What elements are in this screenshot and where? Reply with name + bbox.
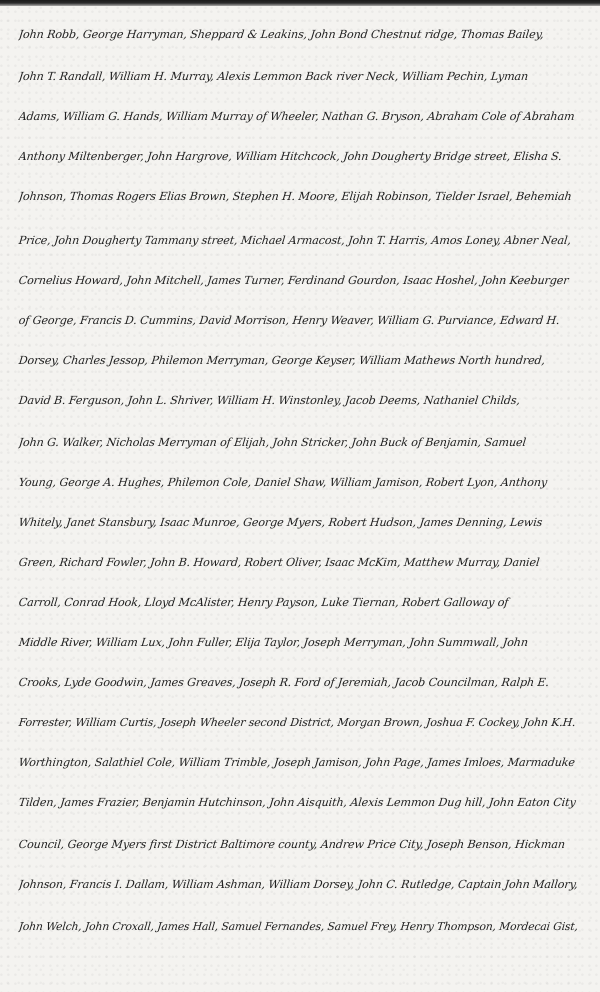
manuscript-line: Young, George A. Hughes, Philemon Cole, Daniel Shaw, William Jamison, Robert Lyon, Anthony (18, 476, 548, 489)
manuscript-line: Cornelius Howard, John Mitchell, James Turner, Ferdinand Gourdon, Isaac Hoshel, John Keeburger (18, 274, 570, 287)
manuscript-line: Green, Richard Fowler, John B. Howard, Robert Oliver, Isaac McKim, Matthew Murray, Daniel (18, 556, 541, 569)
manuscript-line: John Robb, George Harryman, Sheppard & Leakins, John Bond Chestnut ridge, Thomas Bailey, (18, 28, 545, 41)
manuscript-line: Council, George Myers first District Baltimore county, Andrew Price City, Joseph Benson, Hickman (18, 838, 566, 851)
manuscript-line: Johnson, Thomas Rogers Elias Brown, Stephen H. Moore, Elijah Robinson, Tielder Israel, Behemiah (18, 190, 573, 203)
manuscript-line: Anthony Miltenberger, John Hargrove, William Hitchcock, John Dougherty Bridge street, Elisha S. (18, 150, 563, 163)
manuscript-line: Middle River, William Lux, John Fuller, Elija Taylor, Joseph Merryman, John Summwall, John (18, 636, 529, 649)
manuscript-line: Crooks, Lyde Goodwin, James Greaves, Joseph R. Ford of Jeremiah, Jacob Councilman, Ralph E. (18, 676, 550, 689)
manuscript-line: David B. Ferguson, John L. Shriver, William H. Winstonley, Jacob Deems, Nathaniel Childs, (18, 394, 521, 407)
manuscript-line: Price, John Dougherty Tammany street, Michael Armacost, John T. Harris, Amos Loney, Abner Neal, (18, 234, 572, 247)
scan-top-edge (0, 0, 600, 6)
manuscript-line: of George, Francis D. Cummins, David Morrison, Henry Weaver, William G. Purviance, Edward H. (18, 314, 561, 327)
manuscript-line: Dorsey, Charles Jessop, Philemon Merryman, George Keyser, William Mathews North hundred, (18, 354, 546, 367)
manuscript-line: John G. Walker, Nicholas Merryman of Elijah, John Stricker, John Buck of Benjamin, Samuel (18, 436, 527, 449)
manuscript-line: John Welch, John Croxall, James Hall, Samuel Fernandes, Samuel Frey, Henry Thompson, Mordecai Gist, (18, 920, 579, 933)
manuscript-line: Johnson, Francis I. Dallam, William Ashman, William Dorsey, John C. Rutledge, Captain John Mallory, (18, 878, 579, 891)
manuscript-line: John T. Randall, William H. Murray, Alexis Lemmon Back river Neck, William Pechin, Lyman (18, 70, 529, 83)
manuscript-line: Forrester, William Curtis, Joseph Wheeler second District, Morgan Brown, Joshua F. Cockey, John K.H. (18, 716, 577, 729)
manuscript-line: Whitely, Janet Stansbury, Isaac Munroe, George Myers, Robert Hudson, James Denning, Lewis (18, 516, 543, 529)
manuscript-line: Tilden, James Frazier, Benjamin Hutchinson, John Aisquith, Alexis Lemmon Dug hill, John Eaton City (18, 796, 577, 809)
manuscript-line: Carroll, Conrad Hook, Lloyd McAlister, Henry Payson, Luke Tiernan, Robert Galloway of (18, 596, 509, 609)
manuscript-line: Worthington, Salathiel Cole, William Trimble, Joseph Jamison, John Page, James Imloes, Marmaduke (18, 756, 576, 769)
manuscript-line: Adams, William G. Hands, William Murray of Wheeler, Nathan G. Bryson, Abraham Cole of Abraham (18, 110, 576, 123)
